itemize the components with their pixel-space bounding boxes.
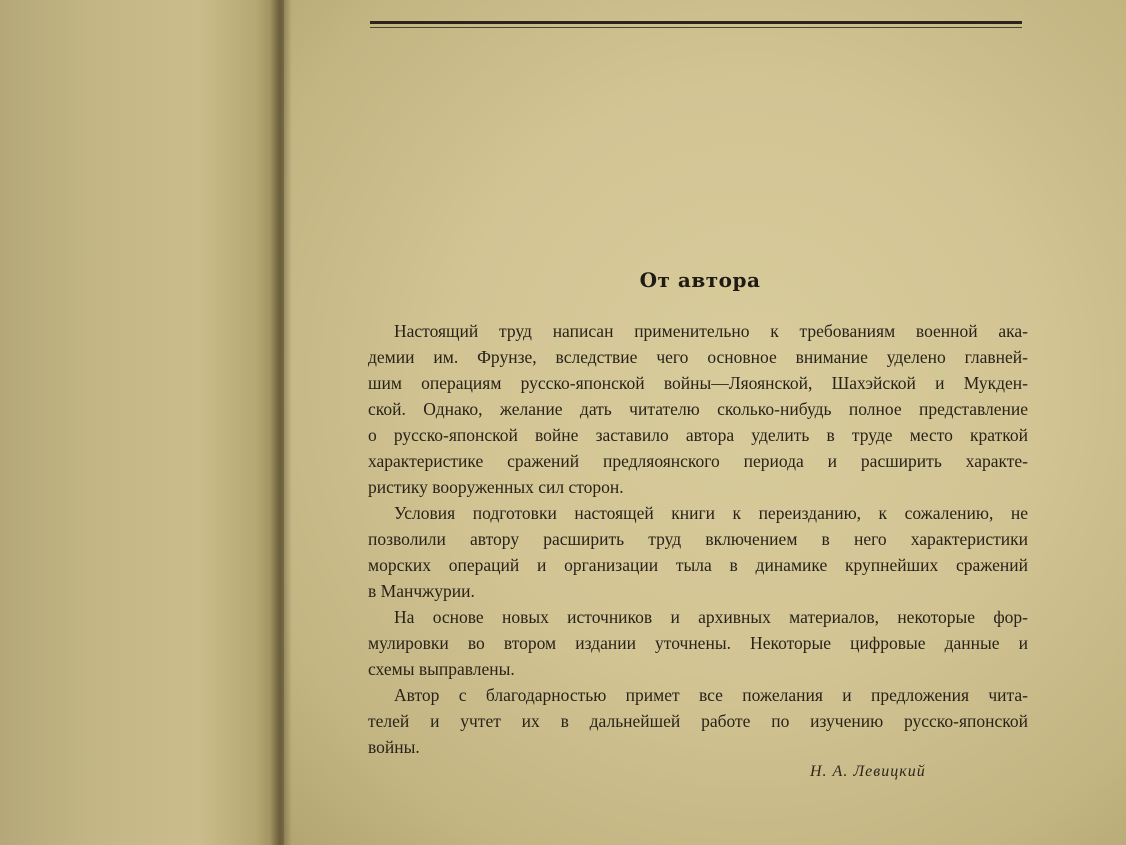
text-line: телей и учтет их в дальнейшей работе по изучению русско-японской [368, 711, 1028, 731]
top-rule-thin [370, 27, 1022, 28]
page-title: От автора [639, 268, 761, 292]
text-line: Автор с благодарностью примет все пожелания и предложения чита- [394, 685, 1028, 705]
text-line: морских операций и организации тыла в динамике крупнейших сражений [368, 555, 1028, 575]
text-line: схемы выправлены. [368, 659, 515, 679]
text-line: характеристике сражений предляоянского периода и расширить характе- [368, 451, 1028, 471]
text-line: Условия подготовки настоящей книги к переизданию, к сожалению, не [394, 503, 1028, 523]
text-line: На основе новых источников и архивных материалов, некоторые фор- [394, 607, 1028, 627]
text-line: ской. Однако, желание дать читателю сколько-нибудь полное представление [368, 399, 1028, 419]
left-page [0, 0, 284, 845]
text-line: мулировки во втором издании уточнены. Некоторые цифровые данные и [368, 633, 1028, 653]
author-signature: Н. А. Левицкий [810, 763, 926, 780]
text-line: о русско-японской войне заставило автора уделить в труде место краткой [368, 425, 1028, 445]
text-line: позволили автору расширить труд включением в него характеристики [368, 529, 1028, 549]
text-line: войны. [368, 737, 420, 757]
text-line: шим операциям русско-японской войны—Ляоянской, Шахэйской и Мукден- [368, 373, 1028, 393]
text-line: в Манчжурии. [368, 581, 475, 601]
text-line: ристику вооруженных сил сторон. [368, 477, 624, 497]
book-gutter [270, 0, 292, 845]
top-rule [370, 21, 1022, 24]
text-line: Настоящий труд написан применительно к требованиям военной ака- [394, 321, 1028, 341]
body-text [368, 318, 1028, 760]
text-line: демии им. Фрунзе, вследствие чего основное внимание уделено главней- [368, 347, 1028, 367]
